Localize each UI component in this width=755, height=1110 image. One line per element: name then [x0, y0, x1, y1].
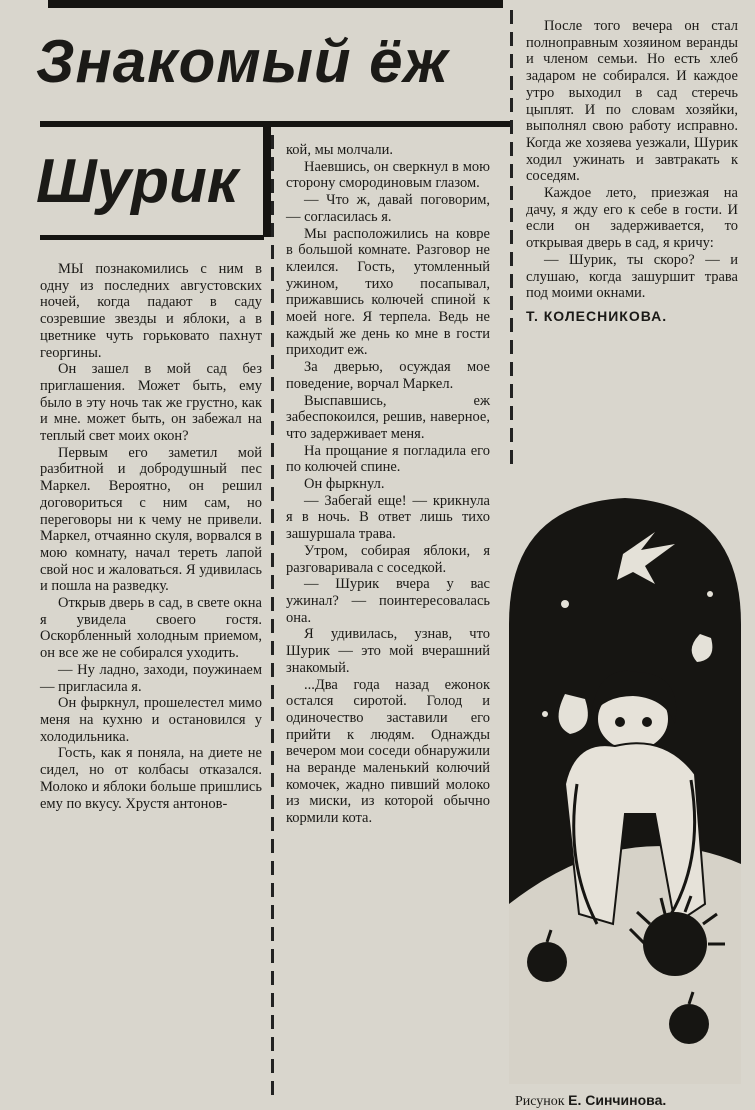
- paragraph: — Что ж, давай поговорим, — согласилась я.: [286, 192, 490, 225]
- paragraph: Выспавшись, еж забеспокоился, решив, наверное, что задерживает меня.: [286, 392, 490, 442]
- star-dot: [542, 711, 548, 717]
- paragraph: Он фыркнул, прошелестел мимо меня на кухню и остановился у холодильника.: [40, 695, 262, 745]
- paragraph: Я удивилась, узнав, что Шурик — это мой вчерашний знакомый.: [286, 626, 490, 676]
- paragraph: ...Два года назад ежонок остался сиротой. Голод и одиночество заставили его прийти к людям. Однажды вечером мои соседи обнаружили на веранде маленький колючий комочек, жадно пивший молоко из миски, из которой обычно кормили кота.: [286, 676, 490, 827]
- apple-icon: [669, 1004, 709, 1044]
- apple-icon: [527, 942, 567, 982]
- paragraph: Наевшись, он сверкнул в мою сторону смородиновым глазом.: [286, 158, 490, 192]
- headline-line-1: Знакомый ёж: [36, 28, 449, 95]
- star-dot: [561, 600, 569, 608]
- paragraph: Открыв дверь в сад, в свете окна я увидела своего гостя. Оскорбленный холодным приемом, он все же не собирался уходить.: [40, 595, 262, 662]
- paragraph: Он фыркнул.: [304, 476, 385, 493]
- girl-eye: [642, 717, 652, 727]
- paragraph: МЫ познакомились с ним в одну из последних августовских ночей, когда падают в саду созревшие звезды и яблоки, а в цветнике чуть горьковато пахнут георгины.: [40, 261, 262, 361]
- paragraph: После того вечера он стал полноправным хозяином веранды и членом семьи. Но есть хлеб задаром не собирался. И каждое утро выходил в сад стеречь цыплят. И по словам хозяйки, выполнял свою работу исправно. Когда же хозяева уезжали, Шурик ходил ужинать и завтракать к соседям.: [526, 18, 738, 185]
- caption-artist: Е. Синчинова.: [568, 1092, 667, 1108]
- article-column-3: [526, 18, 738, 325]
- article-column-1: [40, 261, 262, 812]
- paragraph: кой, мы молчали.: [286, 142, 394, 158]
- paragraph: — Шурик вчера у вас ужинал? — поинтересовалась она.: [286, 576, 490, 626]
- paragraph: Мы расположились на ковре в большой комнате. Разговор не клеился. Гость, утомленный ужином, тихо посапывал, прижавшись колючей спиной к моей ноге. Я терпела. Ведь не каждый же день ко мне в гости приходит еж.: [286, 225, 490, 359]
- top-rule: [48, 0, 503, 8]
- author-signature: Т. КОЛЕСНИКОВА.: [526, 307, 668, 324]
- paragraph: Утром, собирая яблоки, я разговаривала с соседкой.: [286, 542, 490, 576]
- column-divider: [271, 135, 274, 1095]
- paragraph: Гость, как я поняла, на диете не сидел, но от колбасы отказался. Молоко и яблоки больше пришлись ему по вкусу. Хрустя антонов-: [40, 745, 262, 812]
- caption-prefix: Рисунок: [515, 1094, 565, 1109]
- paragraph: — Ну ладно, заходи, поужинаем — пригласила я.: [40, 661, 262, 695]
- paragraph: Первым его заметил мой разбитной и добродушный пес Маркел. Вероятно, он решил договориться с ним сам, но переговоры ни к чему не привели. Маркел, отчаянно скуля, ворвался в мою комнату, начал тереть лапой свой нос и жаловаться. Я удивилась и пошла на разведку.: [40, 444, 262, 595]
- paragraph: — Шурик, ты скоро? — и слушаю, когда зашуршит трава под моими окнами.: [526, 251, 738, 302]
- girl-eye: [615, 717, 625, 727]
- paragraph: Каждое лето, приезжая на дачу, я жду его к себе в гости. И если он задерживается, то открывая дверь в сад, я кричу:: [526, 185, 738, 252]
- illustration-caption: [515, 1092, 735, 1110]
- headline-underline: [40, 235, 264, 240]
- star-dot: [707, 591, 713, 597]
- paragraph: На прощание я погладила его по колючей спине.: [286, 442, 490, 476]
- column-divider: [510, 10, 513, 465]
- paragraph: Он зашел в мой сад без приглашения. Может быть, ему было в эту ночь так же грустно, как и мне. может быть, он забежал на теплый свет моих окон?: [40, 361, 262, 445]
- illustration: [505, 484, 745, 1084]
- hedgehog-icon: [643, 912, 707, 976]
- headline-line-2: Шурик: [36, 147, 239, 216]
- article-column-2: [286, 142, 490, 827]
- paragraph: — Забегай еще! — крикнула я в ночь. В ответ лишь тихо зашуршала трава.: [286, 492, 490, 543]
- paragraph: За дверью, осуждая мое поведение, ворчал Маркел.: [286, 359, 490, 392]
- headline-rule: [40, 121, 510, 127]
